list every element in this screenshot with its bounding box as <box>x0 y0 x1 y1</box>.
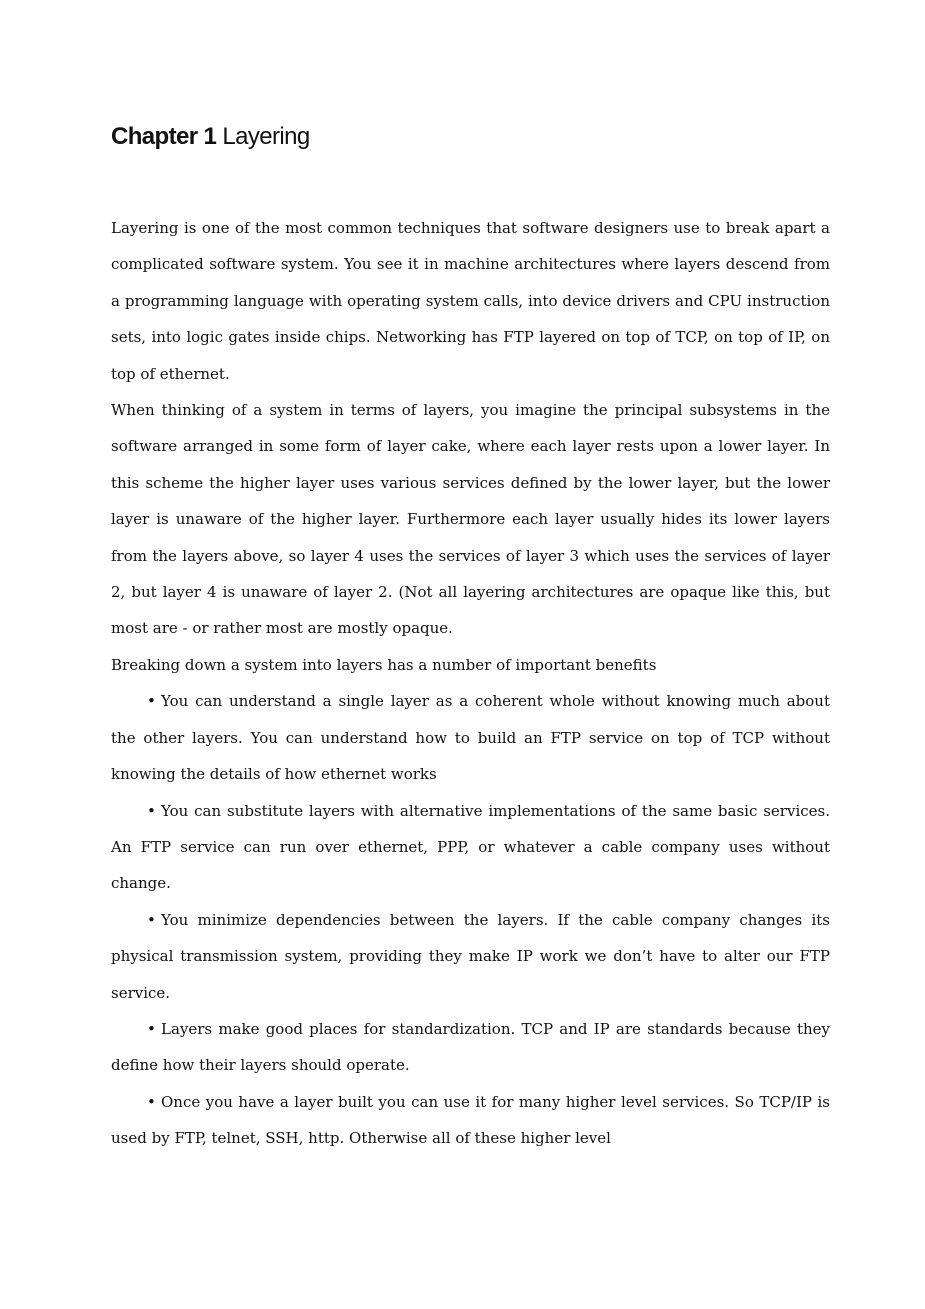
chapter-body <box>111 210 830 1157</box>
bullet-icon: • <box>147 692 156 711</box>
chapter-title <box>111 121 310 153</box>
list-item <box>111 1011 830 1084</box>
list-item-text: You minimize dependencies between the layers. If the cable company changes its physical transmission system, providing they make IP work we don’t have to alter our FTP service. <box>111 910 830 1002</box>
list-item-text: You can understand a single layer as a coherent whole without knowing much about the other layers. You can understand how to build an FTP service on top of TCP without knowing the details of how ethernet works <box>111 692 830 784</box>
paragraph-layer-cake: When thinking of a system in terms of layers, you imagine the principal subsystems in the software arranged in some form of layer cake, where each layer rests upon a lower layer. In this scheme the higher layer uses various services defined by the lower layer, but the lower layer is unaware of the higher layer. Furthermore each layer usually hides its lower layers from the layers above, so layer 4 uses the services of layer 3 which uses the services of layer 2, but layer 4 is unaware of layer 2. (Not all layering architectures are opaque like this, but most are - or rather most are mostly opaque. <box>111 401 830 638</box>
chapter-number: Chapter 1 <box>111 123 217 150</box>
list-item-text: You can substitute layers with alternative implementations of the same basic services. An FTP service can run over ethernet, PPP, or whatever a cable company uses without change. <box>111 801 830 893</box>
list-item <box>111 902 830 1011</box>
bullet-icon: • <box>147 1092 156 1111</box>
bullet-icon: • <box>147 801 156 820</box>
list-item <box>111 1084 830 1157</box>
paragraph-intro: Layering is one of the most common techniques that software designers use to break apart a complicated software system. You see it in machine architectures where layers descend from a programming language with operating system calls, into device drivers and CPU instruction sets, into logic gates inside chips. Networking has FTP layered on top of TCP, on top of IP, on top of ethernet. <box>111 219 830 383</box>
list-item <box>111 793 830 902</box>
paragraph-benefits-lead: Breaking down a system into layers has a number of important benefits <box>111 655 657 674</box>
chapter-name: Layering <box>222 123 310 150</box>
bullet-icon: • <box>147 1019 156 1038</box>
bullet-icon: • <box>147 910 156 929</box>
list-item <box>111 683 830 792</box>
list-item-text: Layers make good places for standardization. TCP and IP are standards because they define how their layers should operate. <box>111 1019 830 1075</box>
list-item-text: Once you have a layer built you can use it for many higher level services. So TCP/IP is used by FTP, telnet, SSH, http. Otherwise all of these higher level <box>111 1092 830 1148</box>
